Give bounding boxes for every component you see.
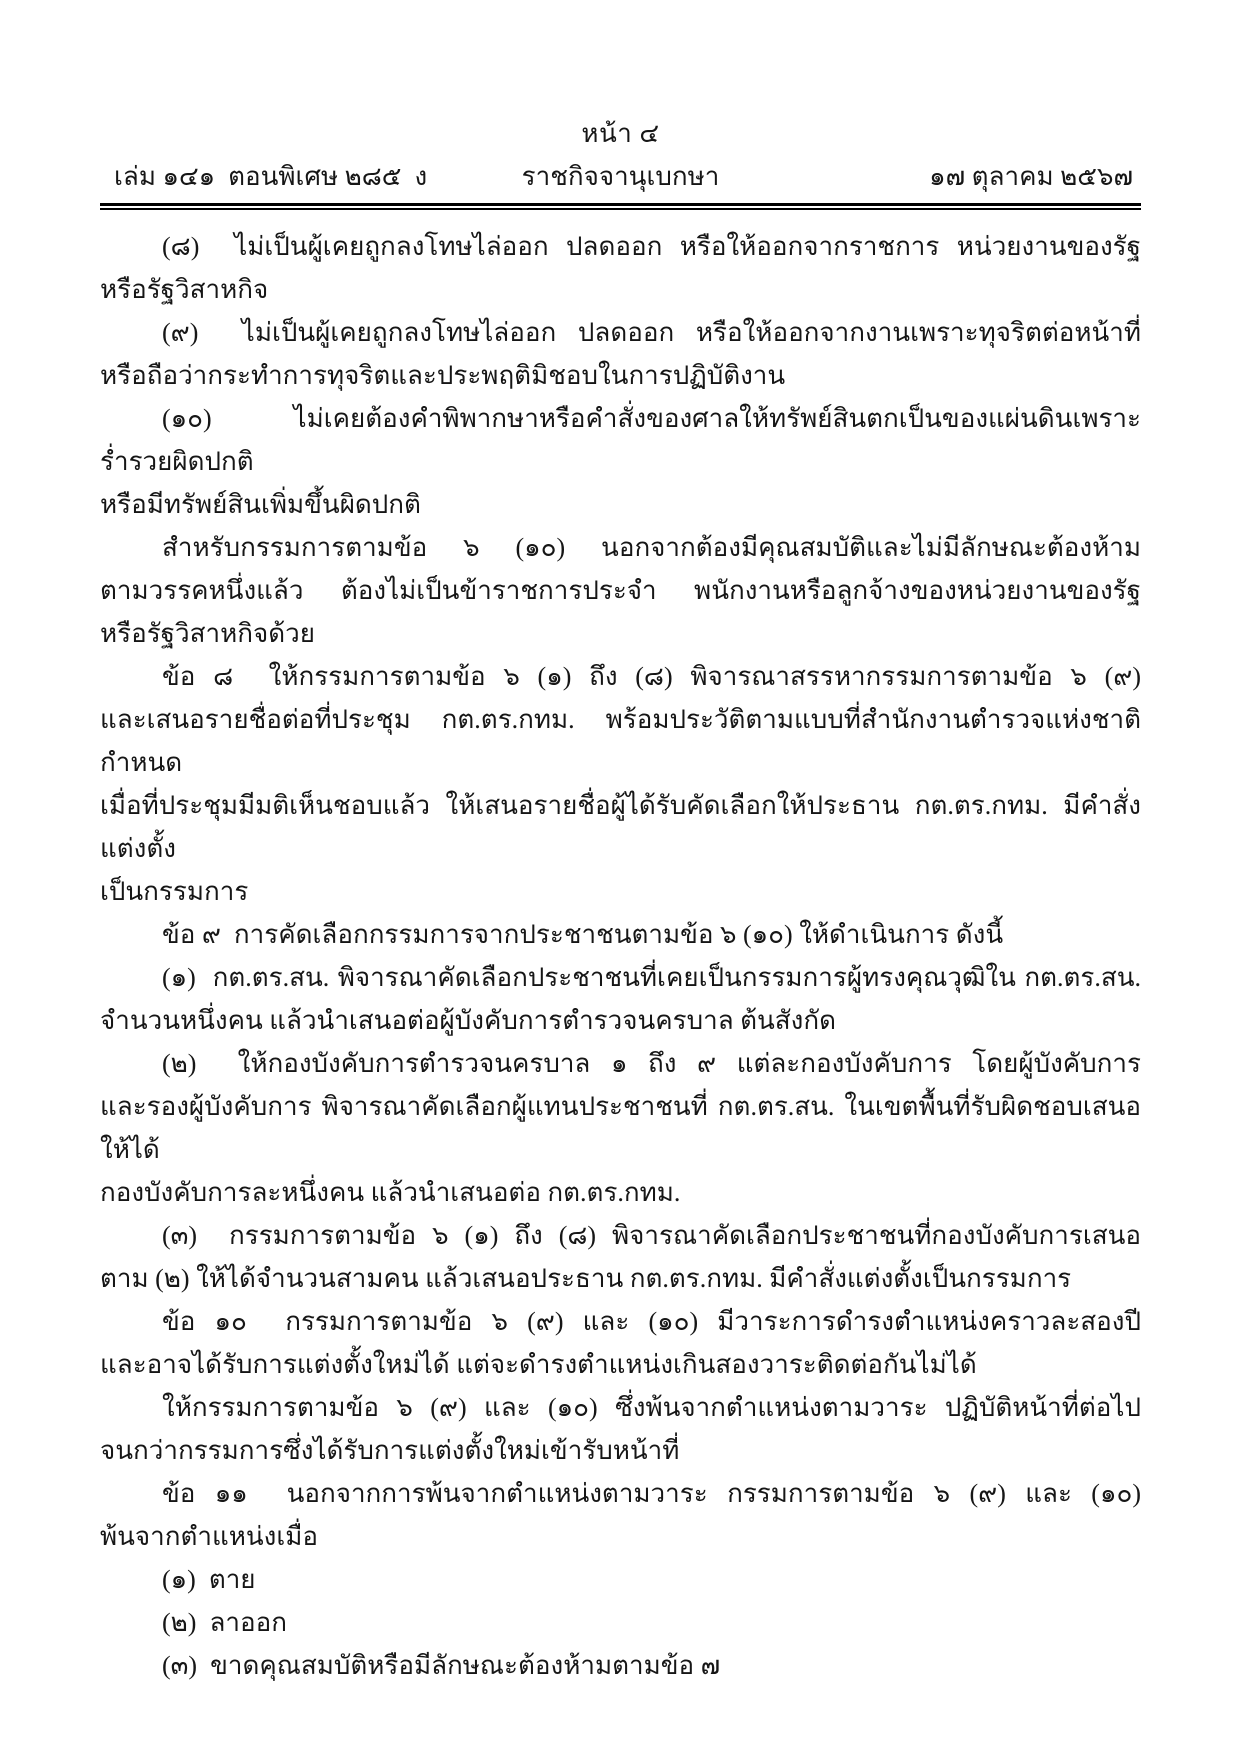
body-line: (๑) ตาย <box>162 1565 256 1594</box>
body-line: จนกว่ากรรมการซึ่งได้รับการแต่งตั้งใหม่เข้ารับหน้าที่ <box>100 1436 680 1465</box>
body-line: หรือรัฐวิสาหกิจด้วย <box>100 619 315 648</box>
paragraph <box>100 1042 1141 1214</box>
paragraph <box>100 655 1141 913</box>
body-line: ข้อ ๑๑ นอกจากการพ้นจากตำแหน่งตามวาระ กรรมการตามข้อ ๖ (๙) และ (๑๐) <box>162 1479 1141 1508</box>
body-line: จำนวนหนึ่งคน แล้วนำเสนอต่อผู้บังคับการตำรวจนครบาล ต้นสังกัด <box>100 1006 836 1035</box>
paragraph <box>100 1472 1141 1558</box>
body-line: หรือรัฐวิสาหกิจ <box>100 275 269 304</box>
paragraph <box>100 397 1141 526</box>
body-line: (๓) กรรมการตามข้อ ๖ (๑) ถึง (๘) พิจารณาคัดเลือกประชาชนที่กองบังคับการเสนอ <box>162 1221 1141 1250</box>
body-line: (๙) ไม่เป็นผู้เคยถูกลงโทษไล่ออก ปลดออก หรือให้ออกจากงานเพราะทุจริตต่อหน้าที่ <box>162 318 1141 347</box>
document-body <box>100 225 1141 1687</box>
paragraph <box>100 1601 1141 1644</box>
paragraph <box>100 1300 1141 1386</box>
body-line: กองบังคับการละหนึ่งคน แล้วนำเสนอต่อ กต.ตร.กทม. <box>100 1178 681 1207</box>
paragraph <box>100 311 1141 397</box>
paragraph <box>100 1386 1141 1472</box>
gazette-title: ราชกิจจานุเบกษา <box>521 162 720 191</box>
paragraph <box>100 1558 1141 1601</box>
paragraph <box>100 225 1141 311</box>
body-line: ตามวรรคหนึ่งแล้ว ต้องไม่เป็นข้าราชการประจำ พนักงานหรือลูกจ้างของหน่วยงานของรัฐ <box>100 576 1141 605</box>
paragraph <box>100 1644 1141 1687</box>
body-line: และเสนอรายชื่อต่อที่ประชุม กต.ตร.กทม. พร้อมประวัติตามแบบที่สำนักงานตำรวจแห่งชาติกำหนด <box>100 705 1141 777</box>
body-line: (๒) ให้กองบังคับการตำรวจนครบาล ๑ ถึง ๙ แต่ละกองบังคับการ โดยผู้บังคับการ <box>162 1049 1141 1078</box>
body-line: (๑๐) ไม่เคยต้องคำพิพากษาหรือคำสั่งของศาลให้ทรัพย์สินตกเป็นของแผ่นดินเพราะร่ำรวยผิดปกติ <box>100 404 1141 476</box>
body-line: พ้นจากตำแหน่งเมื่อ <box>100 1522 318 1551</box>
body-line: สำหรับกรรมการตามข้อ ๖ (๑๐) นอกจากต้องมีคุณสมบัติและไม่มีลักษณะต้องห้าม <box>162 533 1141 562</box>
body-line: และรองผู้บังคับการ พิจารณาคัดเลือกผู้แทนประชาชนที่ กต.ตร.สน. ในเขตพื้นที่รับผิดชอบเสนอให้ได้ <box>100 1092 1141 1164</box>
body-line: ให้กรรมการตามข้อ ๖ (๙) และ (๑๐) ซึ่งพ้นจากตำแหน่งตามวาระ ปฏิบัติหน้าที่ต่อไป <box>162 1393 1141 1422</box>
page-number: หน้า ๔ <box>581 119 660 148</box>
body-line: ตาม (๒) ให้ได้จำนวนสามคน แล้วเสนอประธาน กต.ตร.กทม. มีคำสั่งแต่งตั้งเป็นกรรมการ <box>100 1264 1072 1293</box>
paragraph <box>100 913 1141 956</box>
issue-date: ๑๗ ตุลาคม ๒๕๖๗ <box>929 162 1133 191</box>
volume-info: เล่ม ๑๔๑ ตอนพิเศษ ๒๘๕ ง <box>114 162 428 191</box>
body-line: หรือมีทรัพย์สินเพิ่มขึ้นผิดปกติ <box>100 490 421 519</box>
body-line: (๑) กต.ตร.สน. พิจารณาคัดเลือกประชาชนที่เคยเป็นกรรมการผู้ทรงคุณวุฒิใน กต.ตร.สน. <box>162 963 1141 992</box>
body-line: (๒) ลาออก <box>162 1608 287 1637</box>
body-line: (๓) ขาดคุณสมบัติหรือมีลักษณะต้องห้ามตามข้อ ๗ <box>162 1651 721 1680</box>
masthead <box>100 155 1141 198</box>
body-line: และอาจได้รับการแต่งตั้งใหม่ได้ แต่จะดำรงตำแหน่งเกินสองวาระติดต่อกันไม่ได้ <box>100 1350 977 1379</box>
body-line: ข้อ ๑๐ กรรมการตามข้อ ๖ (๙) และ (๑๐) มีวาระการดำรงตำแหน่งคราวละสองปี <box>162 1307 1141 1336</box>
paragraph <box>100 1214 1141 1300</box>
body-line: เมื่อที่ประชุมมีมติเห็นชอบแล้ว ให้เสนอรายชื่อผู้ได้รับคัดเลือกให้ประธาน กต.ตร.กทม. มีคำสั่งแต่งตั้ง <box>100 791 1141 863</box>
page-content <box>100 112 1141 1687</box>
paragraph <box>100 526 1141 655</box>
paragraph <box>100 956 1141 1042</box>
body-line: เป็นกรรมการ <box>100 877 249 906</box>
body-line: หรือถือว่ากระทำการทุจริตและประพฤติมิชอบในการปฏิบัติงาน <box>100 361 786 390</box>
header-rule <box>100 203 1141 210</box>
body-line: ข้อ ๙ การคัดเลือกกรรมการจากประชาชนตามข้อ ๖ (๑๐) ให้ดำเนินการ ดังนี้ <box>162 920 1004 949</box>
body-line: ข้อ ๘ ให้กรรมการตามข้อ ๖ (๑) ถึง (๘) พิจารณาสรรหากรรมการตามข้อ ๖ (๙) <box>162 662 1141 691</box>
body-line: (๘) ไม่เป็นผู้เคยถูกลงโทษไล่ออก ปลดออก หรือให้ออกจากราชการ หน่วยงานของรัฐ <box>162 232 1141 261</box>
